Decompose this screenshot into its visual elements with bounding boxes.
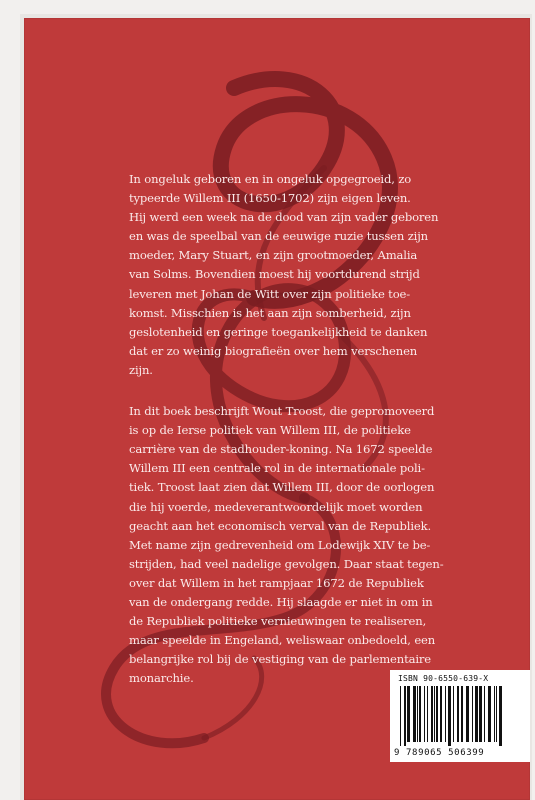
blurb-paragraph-1 — [129, 170, 509, 380]
blurb-line: tiek. Troost laat zien dat Willem III, door de oorlogen — [129, 480, 435, 495]
blurb-line: zijn. — [129, 362, 153, 377]
barcode-bar — [488, 686, 491, 742]
barcode-bar — [453, 686, 454, 742]
barcode-bar — [417, 686, 418, 742]
barcode-digits: 9 789065 506399 — [394, 748, 485, 758]
barcode-bar — [472, 686, 473, 742]
blurb-paragraph-2 — [129, 402, 509, 688]
blurb-line: leveren met Johan de Witt over zijn politieke toe- — [129, 286, 411, 301]
barcode-bar — [407, 686, 410, 742]
blurb-line: geslotenheid en geringe toegankelijkheid te danken — [129, 324, 428, 339]
barcode-bar — [461, 686, 463, 742]
blurb-line: maar speelde in Engeland, weliswaar onbedoeld, een — [129, 633, 436, 648]
blurb-line: typeerde Willem III (1650-1702) zijn eigen leven. — [129, 191, 411, 206]
barcode-bar — [404, 686, 406, 746]
blurb-line: belangrijke rol bij de vestiging van de parlementaire — [129, 652, 432, 667]
barcode-bar — [496, 686, 497, 742]
blurb-line: geacht aan het economisch verval van de Republiek. — [129, 518, 432, 533]
barcode-bar — [475, 686, 478, 742]
blurb-line: over dat Willem in het rampjaar 1672 de Republiek — [129, 575, 424, 590]
barcode-bar — [400, 686, 401, 746]
blurb-line: Met name zijn gedrevenheid om Lodewijk XIV te be- — [129, 537, 431, 552]
blurb-line: van Solms. Bovendien moest hij voortdurend strijd — [129, 267, 420, 282]
barcode-bar — [436, 686, 438, 742]
book-back-cover — [24, 18, 530, 800]
blurb-line: strijden, had veel nadelige gevolgen. Daar staat tegen- — [129, 556, 444, 571]
barcode-bar — [479, 686, 482, 742]
barcode-bar — [445, 686, 446, 742]
blurb-line: moeder, Mary Stuart, en zijn grootmoeder, Amalia — [129, 248, 418, 263]
barcode-bar — [434, 686, 435, 742]
barcode-bar — [466, 686, 469, 742]
barcode-bar — [424, 686, 425, 742]
blurb-line: In dit boek beschrijft Wout Troost, die gepromoveerd — [129, 404, 435, 419]
barcode-bar — [499, 686, 502, 746]
barcode-bars — [398, 686, 522, 746]
blurb-line: Hij werd een week na de dood van zijn vader geboren — [129, 210, 439, 225]
barcode-bar — [427, 686, 428, 742]
isbn-barcode — [390, 670, 530, 762]
barcode-bar — [431, 686, 433, 742]
blurb-line: komst. Misschien is het aan zijn somberheid, zijn — [129, 305, 411, 320]
blurb-line: dat er zo weinig biografieën over hem verschenen — [129, 343, 418, 358]
barcode-bar — [440, 686, 442, 742]
blurb-line: en was de speelbal van de eeuwige ruzie tussen zijn — [129, 229, 428, 244]
isbn-label: ISBN 90-6550-639-X — [398, 674, 489, 683]
blurb-line: In ongeluk geboren en in ongeluk opgegroeid, zo — [129, 172, 412, 186]
barcode-bar — [484, 686, 485, 742]
blurb-line: Willem III een centrale rol in de internationale poli- — [129, 461, 425, 476]
barcode-bar — [494, 686, 495, 742]
blurb-line: monarchie. — [129, 671, 194, 686]
blurb-line: die hij voerde, medeverantwoordelijk moet worden — [129, 499, 423, 514]
blurb-line: carrière van de stadhouder-koning. Na 1672 speelde — [129, 442, 433, 457]
barcode-bar — [457, 686, 459, 742]
blurb-line: van de ondergang redde. Hij slaagde er niet in om in — [129, 594, 433, 609]
blurb-line: de Republiek politieke vernieuwingen te realiseren, — [129, 614, 427, 629]
back-cover-blurb — [129, 170, 509, 710]
barcode-bar — [413, 686, 416, 742]
barcode-bar — [448, 686, 451, 746]
blurb-line: is op de Ierse politiek van Willem III, de politieke — [129, 423, 411, 438]
barcode-bar — [419, 686, 421, 742]
